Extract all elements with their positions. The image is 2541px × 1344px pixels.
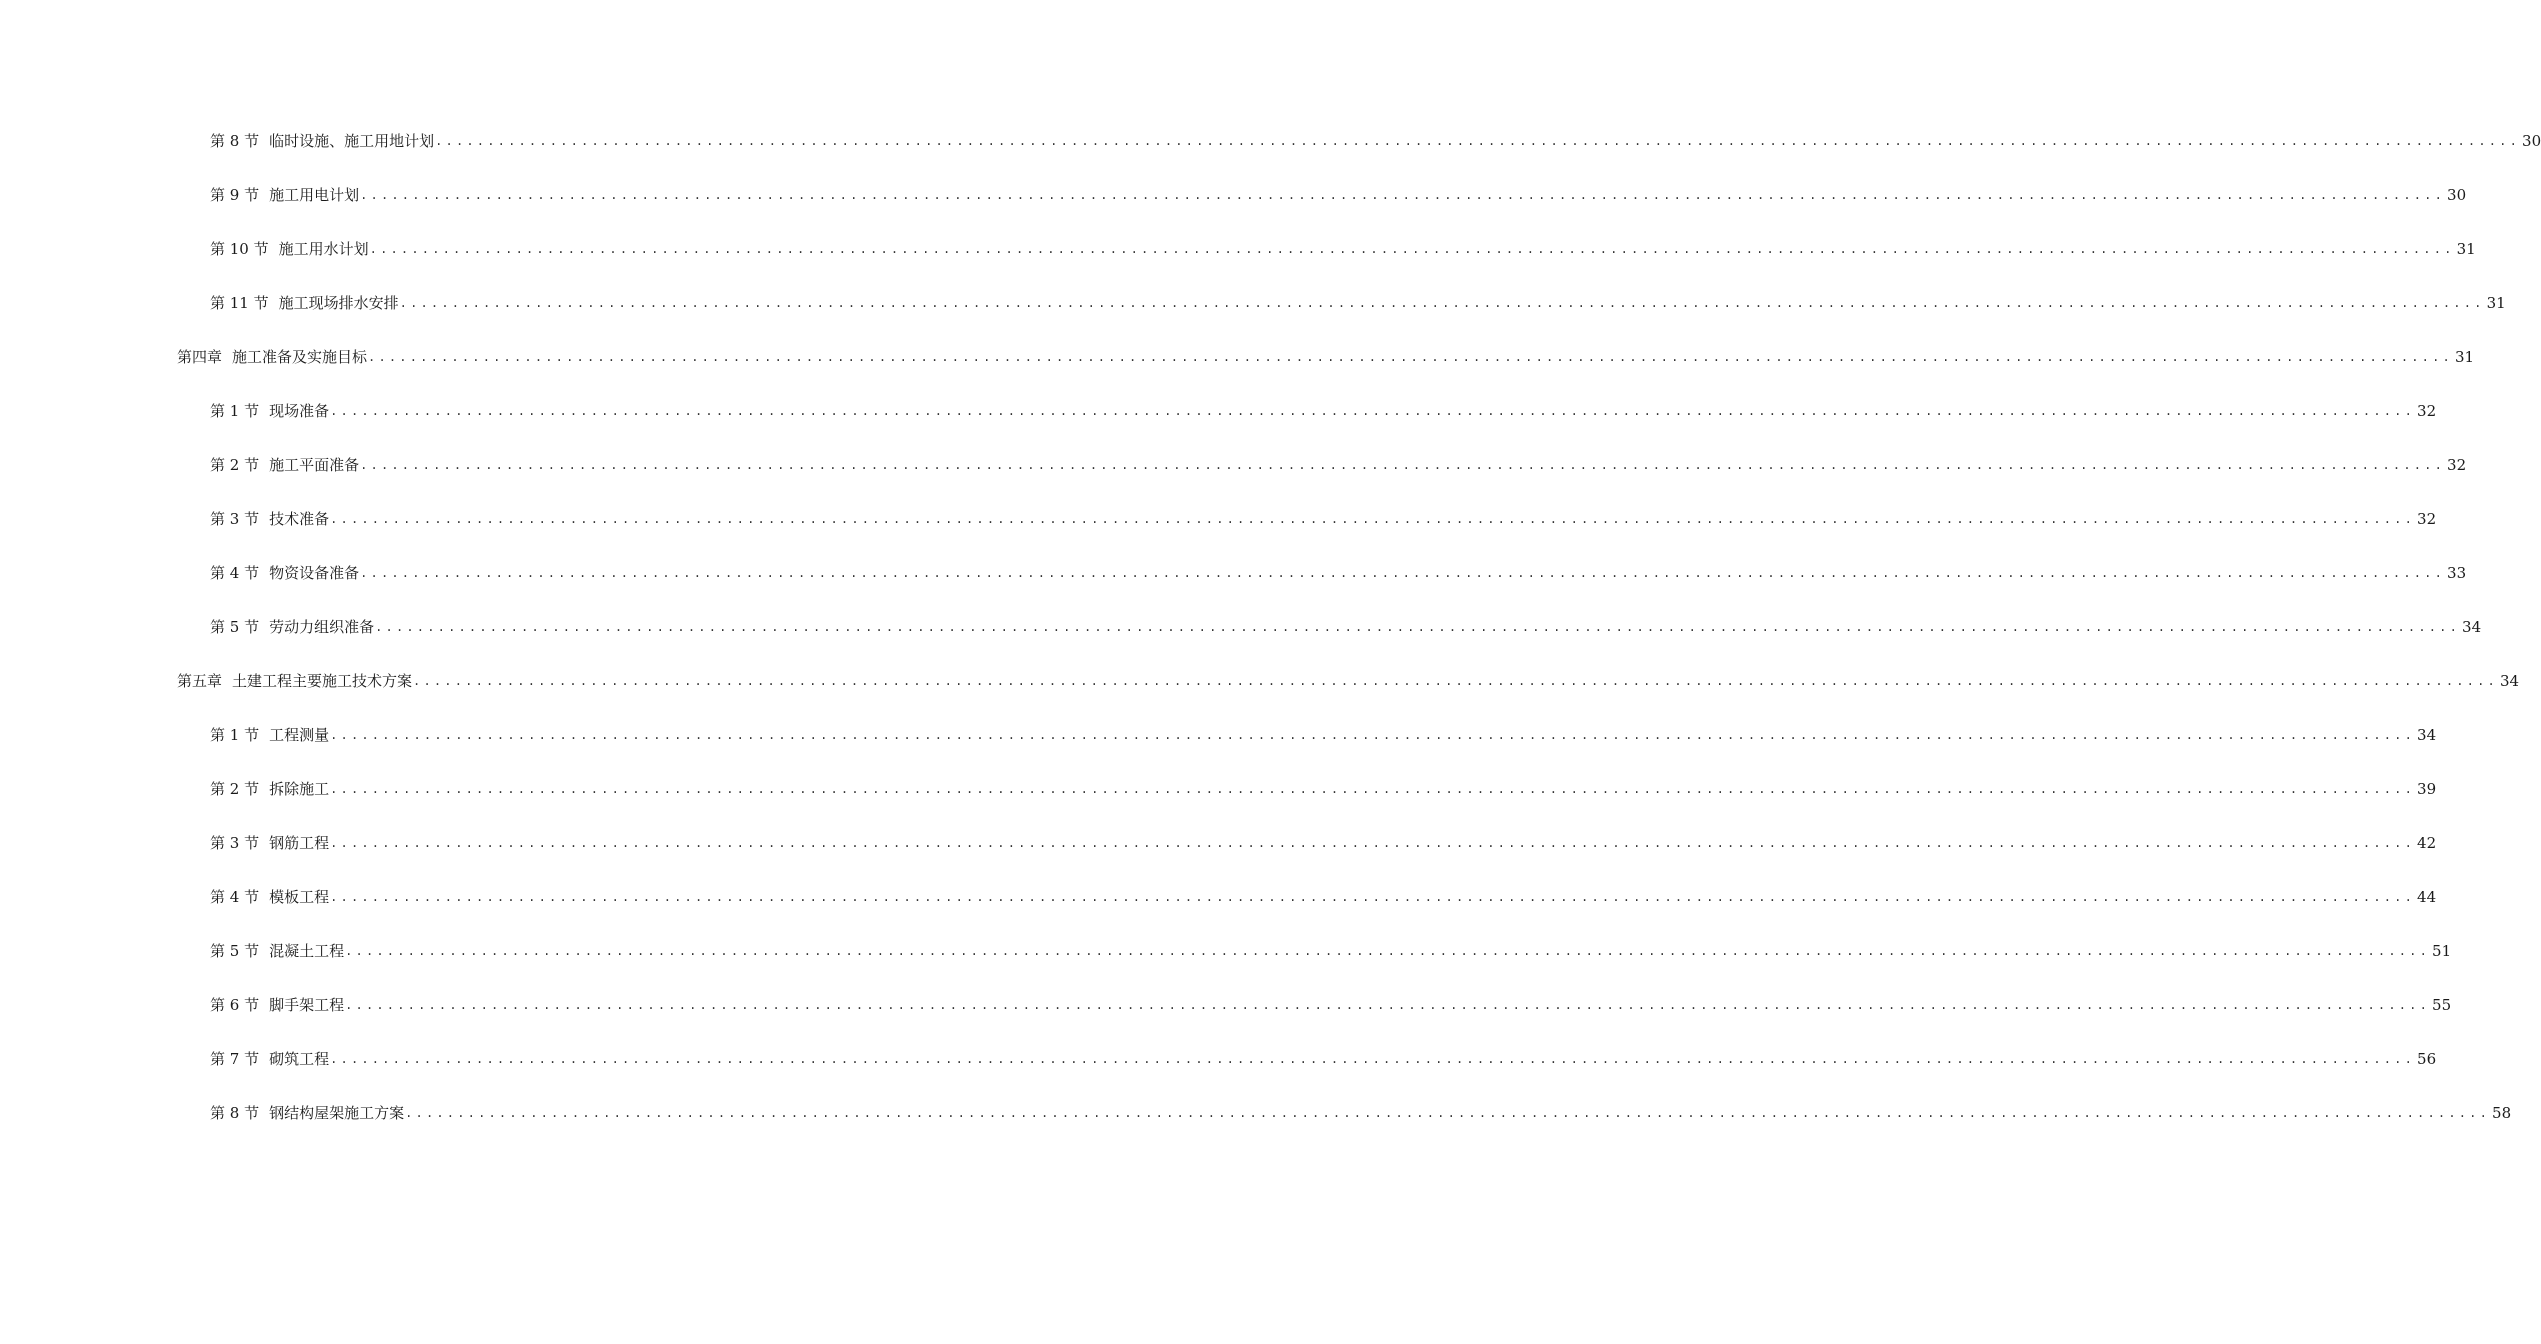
- toc-dot-leader: ........................................................................................................................................................................................................: [330, 836, 2416, 850]
- toc-entry-page: 42: [2417, 834, 2437, 852]
- toc-entry-page: 51: [2432, 942, 2452, 960]
- toc-entry-page: 39: [2417, 780, 2437, 798]
- toc-entry-number: 第 2 节: [210, 456, 260, 474]
- toc-entry[interactable]: [210, 181, 2467, 205]
- toc-dot-leader: ........................................................................................................................................................................................................: [330, 1052, 2416, 1066]
- toc-entry-title: 钢结构屋架施工方案: [269, 1104, 405, 1122]
- toc-entry[interactable]: [210, 289, 2506, 313]
- toc-dot-leader: ........................................................................................................................................................................................................: [360, 458, 2446, 472]
- toc-entry-page: 44: [2417, 888, 2437, 906]
- toc-entry-number: 第 4 节: [210, 564, 260, 582]
- toc-entry[interactable]: [210, 613, 2482, 637]
- toc-entry[interactable]: [210, 505, 2437, 529]
- toc-entry-title: 土建工程主要施工技术方案: [232, 672, 413, 690]
- toc-dot-leader: ........................................................................................................................................................................................................: [330, 512, 2416, 526]
- toc-entry-number: 第 2 节: [210, 780, 260, 798]
- toc-entry[interactable]: [210, 775, 2437, 799]
- toc-dot-leader: ........................................................................................................................................................................................................: [405, 1106, 2491, 1120]
- toc-entry-title: 劳动力组织准备: [269, 618, 375, 636]
- toc-dot-leader: ........................................................................................................................................................................................................: [369, 242, 2455, 256]
- toc-entry-number: 第 5 节: [210, 942, 260, 960]
- toc-entry-number: 第 8 节: [210, 1104, 260, 1122]
- toc-entry-number: 第 9 节: [210, 186, 260, 204]
- toc-entry-number: 第 3 节: [210, 510, 260, 528]
- toc-entry[interactable]: [210, 883, 2437, 907]
- toc-entry-title: 混凝土工程: [269, 942, 345, 960]
- toc-entry-title: 施工用电计划: [269, 186, 360, 204]
- toc-entry-page: 30: [2447, 186, 2467, 204]
- toc-entry[interactable]: [210, 1045, 2437, 1069]
- toc-entry[interactable]: [210, 451, 2467, 475]
- toc-entry[interactable]: [210, 991, 2452, 1015]
- toc-entry[interactable]: [210, 937, 2452, 961]
- toc-entry-number: 第 1 节: [210, 726, 260, 744]
- toc-entry-number: 第 3 节: [210, 834, 260, 852]
- toc-entry-title: 现场准备: [269, 402, 330, 420]
- toc-entry-page: 31: [2456, 240, 2476, 258]
- toc-entry[interactable]: [210, 559, 2467, 583]
- toc-entry-page: 58: [2492, 1104, 2512, 1122]
- toc-entry-title: 施工现场排水安排: [278, 294, 399, 312]
- toc-entry-number: 第 10 节: [210, 240, 269, 258]
- toc-entry-number: 第 6 节: [210, 996, 260, 1014]
- toc-dot-leader: ........................................................................................................................................................................................................: [360, 188, 2446, 202]
- toc-entry[interactable]: [210, 127, 2541, 151]
- toc-dot-leader: ........................................................................................................................................................................................................: [399, 296, 2485, 310]
- toc-entry-title: 模板工程: [269, 888, 330, 906]
- toc-entry-page: 34: [2462, 618, 2482, 636]
- toc-entry-title: 钢筋工程: [269, 834, 330, 852]
- toc-entry-title: 施工平面准备: [269, 456, 360, 474]
- toc-entry-title: 脚手架工程: [269, 996, 345, 1014]
- toc-entry-page: 55: [2432, 996, 2452, 1014]
- toc-entry[interactable]: [210, 235, 2476, 259]
- toc-entry-number: 第 4 节: [210, 888, 260, 906]
- toc-entry-title: 施工准备及实施目标: [232, 348, 368, 366]
- toc-entry[interactable]: [210, 721, 2437, 745]
- toc-entry-page: 56: [2417, 1050, 2437, 1068]
- toc-entry-page: 33: [2447, 564, 2467, 582]
- toc-dot-leader: ........................................................................................................................................................................................................: [360, 566, 2446, 580]
- toc-entry-page: 32: [2447, 456, 2467, 474]
- toc-entry-title: 技术准备: [269, 510, 330, 528]
- toc-entry-page: 31: [2486, 294, 2506, 312]
- toc-entry-page: 31: [2454, 348, 2475, 366]
- toc-entry-page: 32: [2417, 510, 2437, 528]
- toc-chapter-entry[interactable]: [177, 667, 2520, 691]
- toc-entry-number: 第 11 节: [210, 294, 269, 312]
- toc-dot-leader: ........................................................................................................................................................................................................: [330, 890, 2416, 904]
- toc-dot-leader: ........................................................................................................................................................................................................: [330, 404, 2416, 418]
- toc-dot-leader: ........................................................................................................................................................................................................: [413, 674, 2498, 688]
- toc-entry-number: 第 7 节: [210, 1050, 260, 1068]
- toc-entry[interactable]: [210, 397, 2437, 421]
- toc-entry-page: 34: [2417, 726, 2437, 744]
- toc-entry[interactable]: [210, 1099, 2512, 1123]
- toc-entry-page: 32: [2417, 402, 2437, 420]
- toc-dot-leader: ........................................................................................................................................................................................................: [435, 134, 2521, 148]
- toc-entry-number: 第 8 节: [210, 132, 260, 150]
- toc-dot-leader: ........................................................................................................................................................................................................: [330, 782, 2416, 796]
- toc-dot-leader: ........................................................................................................................................................................................................: [330, 728, 2416, 742]
- toc-chapter-entry[interactable]: [177, 343, 2475, 367]
- toc-entry-number: 第 5 节: [210, 618, 260, 636]
- toc-entry-title: 砌筑工程: [269, 1050, 330, 1068]
- toc-entry-title: 拆除施工: [269, 780, 330, 798]
- toc-entry-title: 物资设备准备: [269, 564, 360, 582]
- toc-entry-number: 第四章: [177, 348, 223, 366]
- toc-dot-leader: ........................................................................................................................................................................................................: [368, 350, 2453, 364]
- toc-dot-leader: ........................................................................................................................................................................................................: [375, 620, 2461, 634]
- toc-entry-page: 30: [2522, 132, 2541, 150]
- toc-entry-number: 第 1 节: [210, 402, 260, 420]
- toc-entry[interactable]: [210, 829, 2437, 853]
- toc-entry-title: 施工用水计划: [278, 240, 369, 258]
- toc-entry-number: 第五章: [177, 672, 223, 690]
- toc-entry-page: 34: [2499, 672, 2520, 690]
- toc-entry-title: 工程测量: [269, 726, 330, 744]
- toc-entry-title: 临时设施、施工用地计划: [269, 132, 435, 150]
- toc-dot-leader: ........................................................................................................................................................................................................: [345, 998, 2431, 1012]
- toc-dot-leader: ........................................................................................................................................................................................................: [345, 944, 2431, 958]
